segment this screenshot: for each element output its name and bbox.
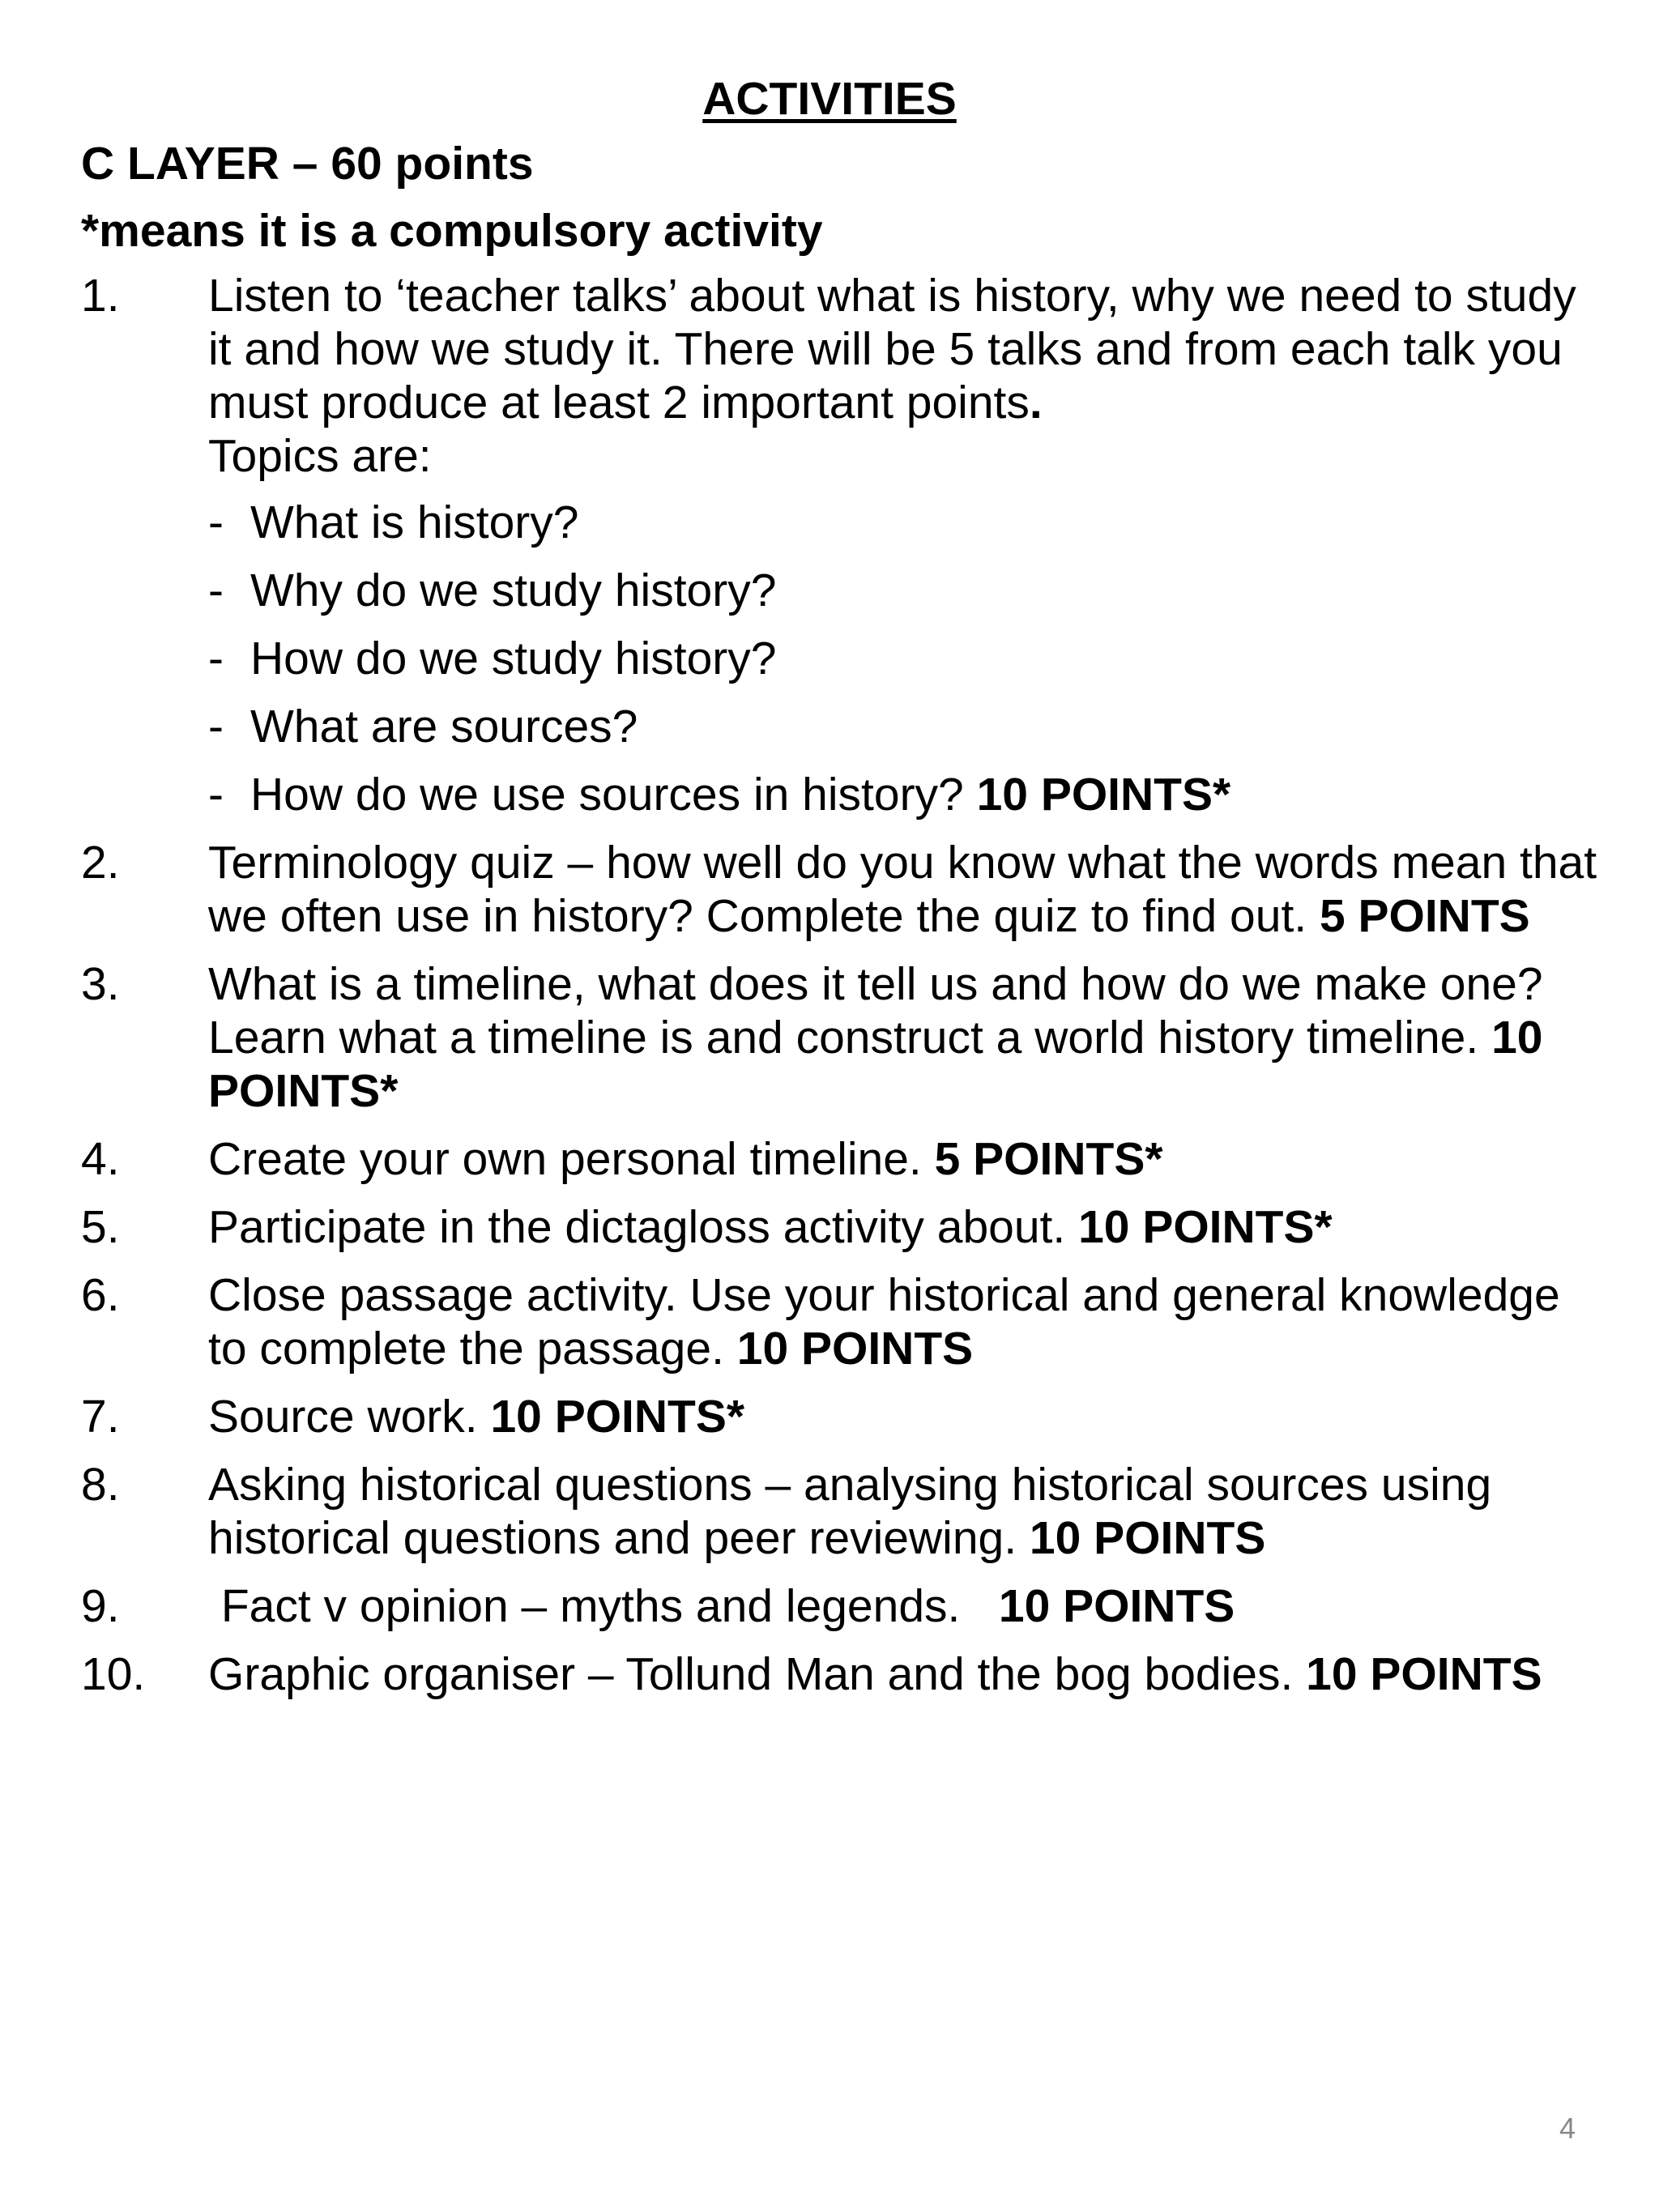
list-item	[81, 1647, 1604, 1701]
item-number: 8.	[81, 1459, 120, 1511]
bullet-dash: -	[208, 565, 224, 616]
topic-points: 10 POINTS*	[976, 769, 1231, 820]
list-item	[81, 1200, 1604, 1254]
item-points: 5 POINTS*	[934, 1133, 1163, 1185]
list-item	[81, 1390, 1604, 1443]
item-points: 10 POINTS*	[1078, 1201, 1333, 1253]
item-points: 10 POINTS	[998, 1580, 1235, 1632]
list-item	[81, 1579, 1604, 1633]
item-number: 6.	[81, 1269, 120, 1321]
list-item	[81, 1268, 1604, 1375]
item-text: Fact v opinion – myths and legends.	[208, 1580, 999, 1632]
topic-item	[208, 700, 1604, 753]
item-text: Source work.	[208, 1391, 491, 1443]
layer-heading: C LAYER – 60 points	[81, 138, 534, 190]
item-number: 10.	[81, 1648, 146, 1700]
item-text: Participate in the dictagloss activity about.	[208, 1201, 1079, 1253]
item-text: Close passage activity. Use your historical and general knowledge to complete the passage.	[208, 1269, 1560, 1375]
item-number: 2.	[81, 837, 120, 889]
item-points: 10 POINTS*	[490, 1391, 745, 1443]
bullet-dash: -	[208, 633, 224, 684]
item-number: 3.	[81, 958, 120, 1010]
item-number: 7.	[81, 1391, 120, 1443]
item-points: 10 POINTS	[1306, 1648, 1542, 1700]
item-text: What is a timeline, what does it tell us and how do we make one? Learn what a timeline is and construct a world history timeline.	[208, 958, 1543, 1063]
item-points: 10 POINTS	[1029, 1512, 1266, 1564]
item-subtext: Topics are:	[208, 430, 432, 482]
page-title: ACTIVITIES	[702, 73, 957, 125]
item-number: 9.	[81, 1580, 120, 1632]
topic-text: What are sources?	[250, 701, 638, 752]
item-text: Listen to ‘teacher talks’ about what is history, why we need to study it and how we study it. There will be 5 talks and from each talk you must produce at least 2 important points	[208, 270, 1576, 428]
topic-text: What is history?	[250, 497, 579, 548]
item-number: 4.	[81, 1133, 120, 1185]
topic-text: Why do we study history?	[250, 565, 777, 616]
item-text: Terminology quiz – how well do you know what the words mean that we often use in history? Complete the quiz to find out.	[208, 837, 1597, 942]
topic-item	[208, 564, 1604, 617]
bullet-dash: -	[208, 701, 224, 752]
item-points: 5 POINTS	[1319, 890, 1530, 942]
list-item	[81, 957, 1604, 1118]
topic-text: How do we study history?	[250, 633, 777, 684]
bullet-dash: -	[208, 497, 224, 548]
item-text: Asking historical questions – analysing historical sources using historical questions and peer reviewing.	[208, 1459, 1492, 1564]
list-item	[81, 1458, 1604, 1565]
topic-text: How do we use sources in history?	[250, 769, 977, 820]
bullet-dash: -	[208, 769, 224, 820]
item-points: 10 POINTS	[736, 1323, 974, 1375]
topic-item	[208, 768, 1604, 821]
item-text: Graphic organiser – Tollund Man and the bog bodies.	[208, 1648, 1307, 1700]
item-number: 1.	[81, 270, 120, 322]
topic-list	[208, 496, 1604, 821]
list-item	[81, 836, 1604, 943]
item-points: 10 POINTS*	[208, 1012, 1543, 1117]
item-text: Create your own personal timeline.	[208, 1133, 935, 1185]
topic-item	[208, 496, 1604, 549]
page-number: 4	[1559, 2112, 1576, 2145]
topic-item	[208, 632, 1604, 685]
list-item	[81, 1132, 1604, 1186]
item-points: .	[1029, 377, 1043, 428]
item-number: 5.	[81, 1201, 120, 1253]
activity-list	[81, 269, 1604, 1715]
compulsory-note: *means it is a compulsory activity	[81, 205, 823, 257]
list-item	[81, 269, 1604, 821]
